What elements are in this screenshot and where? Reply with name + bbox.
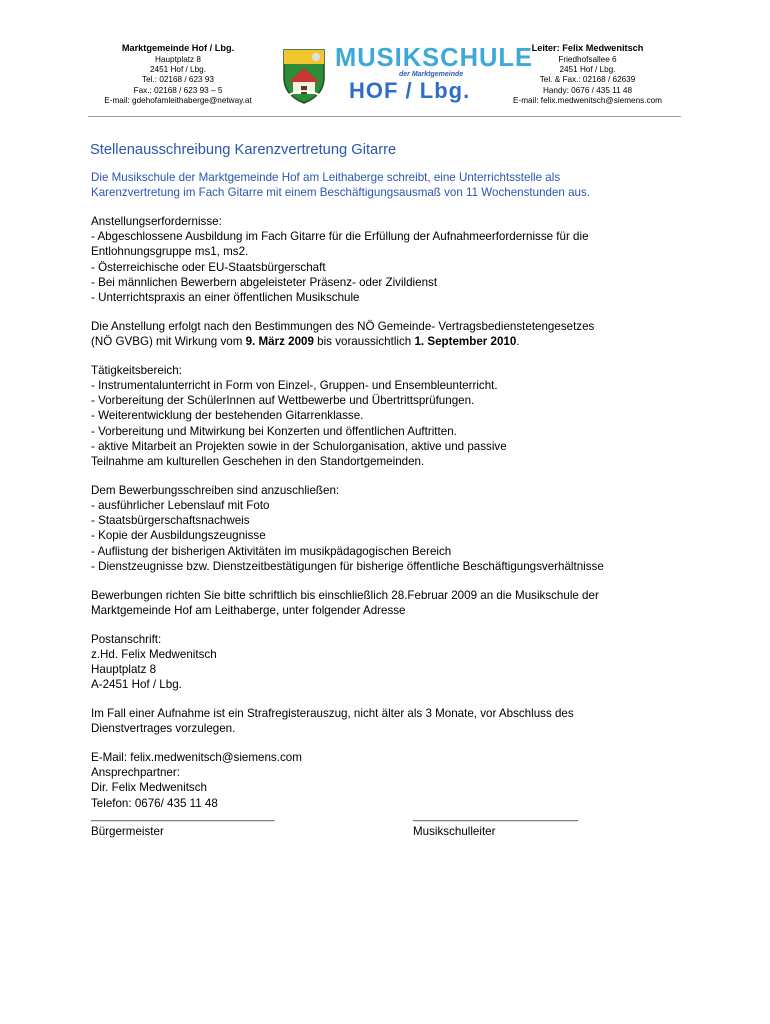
requirement-item: - Bei männlichen Bewerbern abgeleisteter Präsenz- oder Zivildienst (91, 275, 438, 289)
logo-subtitle: der Marktgemeinde (399, 71, 464, 78)
employment-line: bis voraussichtlich (313, 335, 415, 349)
header-municipality-block (88, 42, 268, 106)
attachments-heading: Dem Bewerbungsschreiben sind anzuschließen: (91, 483, 340, 497)
municipality-city: 2451 Hof / Lbg. (150, 65, 206, 75)
contact-person: Dir. Felix Medwenitsch (91, 781, 207, 795)
postal-line: A-2451 Hof / Lbg. (91, 678, 182, 692)
requirement-item: Entlohnungsgruppe ms1, ms2. (91, 245, 249, 259)
duty-item: - Instrumentalunterricht in Form von Einzel-, Gruppen- und Ensembleunterricht. (91, 379, 498, 393)
director-city: 2451 Hof / Lbg. (559, 65, 616, 75)
employment-line: Die Anstellung erfolgt nach den Bestimmungen des NÖ Gemeinde- Vertragsbedienstetengesetzes (91, 319, 595, 333)
signature-mayor (91, 808, 275, 840)
attachment-item: - Staatsbürgerschaftsnachweis (91, 514, 250, 528)
requirement-item: - Abgeschlossene Ausbildung im Fach Gitarre für die Erfüllung der Aufnahmeerfordernisse für die (91, 230, 589, 244)
duties-heading: Tätigkeitsbereich: (91, 363, 182, 377)
director-email: E-mail: felix.medwenitsch@siemens.com (513, 95, 662, 105)
postal-line: Hauptplatz 8 (91, 663, 157, 677)
duty-item: - Vorbereitung und Mitwirkung bei Konzerten und öffentlichen Auftritten. (91, 424, 457, 438)
school-logo (281, 44, 534, 108)
document-body (91, 170, 691, 824)
header-divider (88, 116, 681, 117)
contact-heading: Ansprechpartner: (91, 766, 180, 780)
signature-label-director: Musikschulleiter (413, 825, 496, 838)
header-director-block (500, 42, 675, 106)
application-line: Bewerbungen richten Sie bitte schriftlich bis einschließlich 28.Februar 2009 an die Musikschule der (91, 588, 599, 602)
end-date: 1. September 2010 (414, 335, 517, 349)
criminal-record-line: Dienstvertrages vorzulegen. (91, 722, 236, 736)
attachment-item: - Dienstzeugnisse bzw. Dienstzeitbestätigungen für bisherige öffentliche Beschäftigungsverhältnisse (91, 559, 604, 573)
logo-location: HOF / Lbg. (349, 78, 471, 103)
signature-line: ___________________________ (413, 810, 579, 822)
director-street: Friedhofsallee 6 (558, 55, 617, 64)
municipality-phone: Tel.: 02168 / 623 93 (142, 75, 214, 85)
requirements-heading: Anstellungserfordernisse: (91, 215, 222, 228)
municipality-name: Marktgemeinde Hof / Lbg. (121, 43, 235, 53)
criminal-record-note (91, 706, 691, 736)
criminal-record-line: Im Fall einer Aufnahme ist ein Strafregisterauszug, nicht älter als 3 Monate, vor Abschluss des (91, 707, 574, 721)
logo-title: MUSIKSCHULE (335, 44, 534, 72)
contact-block (91, 750, 691, 811)
application-line: Marktgemeinde Hof am Leithaberge, unter folgender Adresse (91, 603, 406, 617)
signature-line: ______________________________ (91, 810, 275, 822)
contact-email: E-Mail: felix.medwenitsch@siemens.com (91, 751, 302, 765)
duty-item: - aktive Mitarbeit an Projekten sowie in der Schulorganisation, aktive und passive (91, 439, 507, 453)
municipality-email: E-mail: gdehofamleithaberge@netway.at (104, 95, 252, 105)
postal-address (91, 632, 691, 693)
attachment-item: - Kopie der Ausbildungszeugnisse (91, 529, 266, 543)
municipality-fax: Fax.: 02168 / 623 93 – 5 (133, 85, 223, 95)
attachment-item: - ausführlicher Lebenslauf mit Foto (91, 499, 270, 513)
municipality-street: Hauptplatz 8 (155, 55, 201, 64)
intro-line: Karenzvertretung im Fach Gitarre mit einem Beschäftigungsausmaß von 11 Wochenstunden aus. (91, 186, 590, 200)
contact-phone: Telefon: 0676/ 435 11 48 (91, 796, 218, 810)
requirement-item: - Unterrichtspraxis an einer öffentlichen Musikschule (91, 291, 360, 305)
attachments-section (91, 483, 691, 574)
director-phone: Tel. & Fax.: 02168 / 62639 (539, 75, 636, 85)
municipal-crest-icon (281, 48, 327, 104)
intro-line: Die Musikschule der Marktgemeinde Hof am Leithaberge schreibt, eine Unterrichtsstelle als (91, 171, 561, 184)
signature-label-mayor: Bürgermeister (91, 825, 164, 838)
start-date: 9. März 2009 (245, 335, 314, 349)
duties-section (91, 363, 691, 469)
employment-line: (NÖ GVBG) mit Wirkung vom (91, 335, 246, 349)
requirements-section (91, 214, 691, 305)
director-name: Leiter: Felix Medwenitsch (531, 43, 644, 53)
requirement-item: - Österreichische oder EU-Staatsbürgerschaft (91, 260, 326, 274)
intro-paragraph (91, 170, 691, 200)
postal-heading: Postanschrift: (91, 632, 162, 646)
postal-line: z.Hd. Felix Medwenitsch (91, 647, 217, 661)
page-title: Stellenausschreibung Karenzvertretung Gitarre (90, 142, 397, 158)
employment-line: . (516, 335, 520, 349)
duty-item: - Vorbereitung der SchülerInnen auf Wettbewerbe und Übertrittsprüfungen. (91, 394, 475, 408)
attachment-item: - Auflistung der bisherigen Aktivitäten im musikpädagogischen Bereich (91, 544, 452, 558)
duty-item: Teilnahme am kulturellen Geschehen in den Standortgemeinden. (91, 455, 425, 469)
signature-director (413, 808, 578, 840)
employment-terms (91, 319, 691, 349)
application-paragraph (91, 588, 691, 618)
duty-item: - Weiterentwicklung der bestehenden Gitarrenklasse. (91, 409, 364, 423)
director-mobile: Handy: 0676 / 435 11 48 (542, 85, 633, 95)
